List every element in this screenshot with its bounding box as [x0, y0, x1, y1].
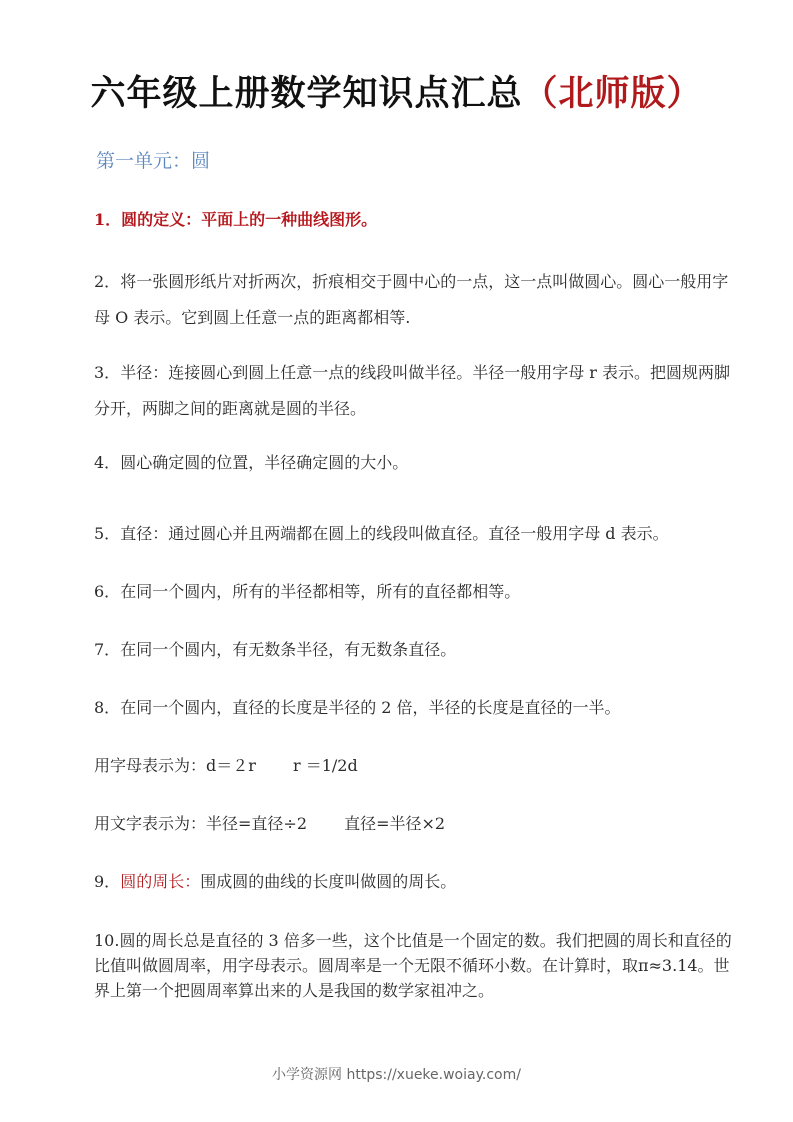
formula-letters: 用字母表示为：d＝２r r ＝1/2d	[94, 756, 358, 775]
item-1: 1．圆的定义：平面上的一种曲线图形。	[94, 210, 378, 229]
title-edition: （北师版）	[522, 74, 703, 114]
footer-watermark: 小学资源网 https://xueke.woiay.com/	[272, 1067, 521, 1083]
unit-heading: 第一单元：圆	[96, 150, 211, 172]
item-10: 10.圆的周长总是直径的 3 倍多一些，这个比值是一个固定的数。我们把圆的周长和直径的比值叫做圆周率，用字母表示。圆周率是一个无限不循环小数。在计算时，取π≈3.14。世界上第一个把圆周率算出来的人是我国的数学家祖冲之。	[94, 931, 732, 1000]
item-7: 7．在同一个圆内，有无数条半径，有无数条直径。	[94, 640, 457, 659]
item-5: 5．直径：通过圆心并且两端都在圆上的线段叫做直径。直径一般用字母 d 表示。	[94, 524, 669, 543]
item-9: 9．圆的周长：围成圆的曲线的长度叫做圆的周长。	[94, 872, 457, 891]
item-2: 2．将一张圆形纸片对折两次，折痕相交于圆中心的一点，这一点叫做圆心。圆心一般用字母 O 表示。它到圆上任意一点的距离都相等.	[94, 272, 729, 327]
formula-words: 用文字表示为：半径=直径÷2 直径=半径×2	[94, 814, 446, 833]
item-3: 3．半径：连接圆心到圆上任意一点的线段叫做半径。半径一般用字母 r 表示。把圆规两脚分开，两脚之间的距离就是圆的半径。	[94, 363, 731, 418]
item-6: 6．在同一个圆内，所有的半径都相等，所有的直径都相等。	[94, 582, 521, 601]
item-9-label: 圆的周长：	[120, 872, 201, 891]
item-4: 4．圆心确定圆的位置，半径确定圆的大小。	[94, 453, 409, 472]
item-8: 8．在同一个圆内，直径的长度是半径的 2 倍，半径的长度是直径的一半。	[94, 698, 621, 717]
page-title	[0, 66, 793, 116]
title-main: 六年级上册数学知识点汇总	[90, 74, 523, 114]
